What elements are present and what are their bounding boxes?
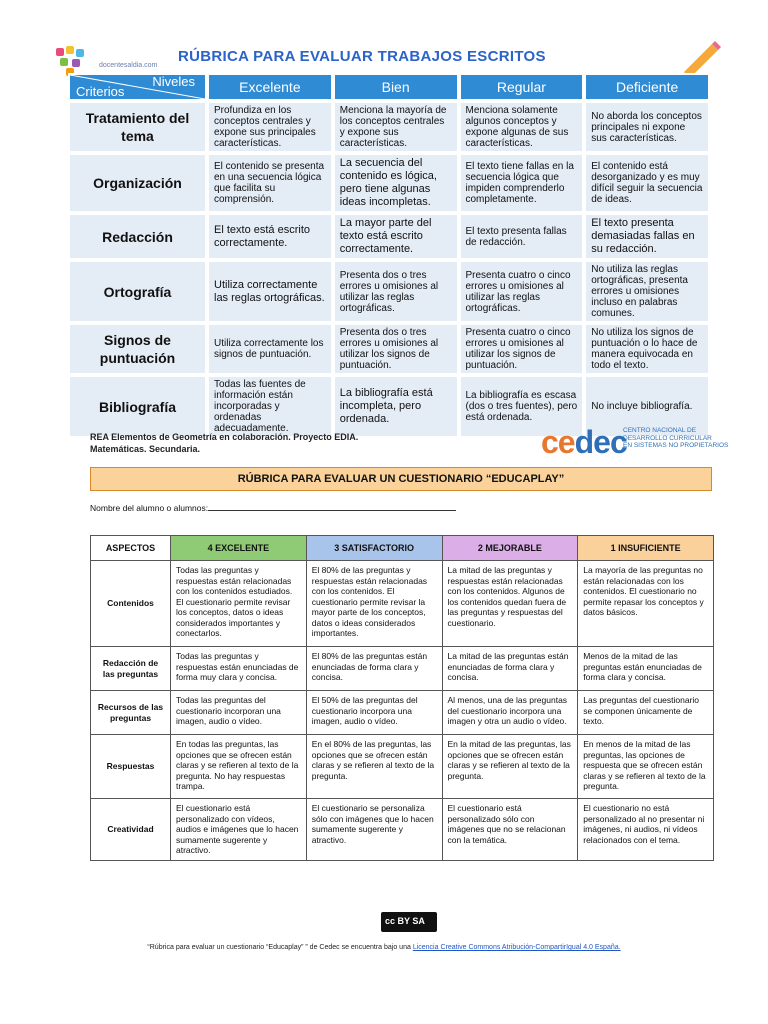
license-text: “Rúbrica para evaluar un cuestionario “Educaplay” ” de Cedec se encuentra bajo una (147, 944, 413, 951)
cedec-subtitle (623, 427, 728, 450)
criterion-label: Signos de puntuación (68, 323, 207, 375)
rubric-cell: El texto presenta demasiadas fallas en su redacción. (584, 213, 710, 260)
quiz-rubric-title: RÚBRICA PARA EVALUAR UN CUESTIONARIO “EDUCAPLAY” (90, 467, 712, 491)
quiz-rubric-cell: En menos de la mitad de las preguntas, las opciones de respuesta que se ofrecen están claras y se refieren al texto de la pregunta. (578, 735, 714, 799)
quiz-rubric-cell: Todas las preguntas y respuestas están enunciadas de forma muy clara y concisa. (171, 647, 307, 691)
quiz-rubric-cell: Menos de la mitad de las preguntas están enunciadas de forma clara y concisa. (578, 647, 714, 691)
quiz-rubric-cell: La mayoría de las preguntas no están relacionadas con los contenidos. El cuestionario no permite repasar los conceptos y datos básicos. (578, 561, 714, 647)
aspect-label: Contenidos (91, 561, 171, 647)
license-link[interactable]: Licencia Creative Commons Atribución-CompartirIgual 4.0 España. (412, 944, 621, 951)
quiz-rubric-cell: El cuestionario no está personalizado al no presentar ni imágenes, ni audios, ni vídeos relacionados con el tema. (578, 799, 714, 861)
quiz-rubric-cell: El 80% de las preguntas y respuestas están relacionadas con los contenidos. El cuestionario permite revisar la mayor parte de los conceptos, datos o ideas considerados importantes. (306, 561, 442, 647)
rubric-cell: No aborda los conceptos principales ni expone sus características. (584, 101, 710, 153)
student-name-field (90, 502, 456, 513)
criteria-label: Criterios (76, 84, 125, 99)
rubric-row (68, 260, 710, 323)
rubric-cell: El contenido está desorganizado y es muy difícil seguir la secuencia de ideas. (584, 153, 710, 213)
rubric-cell: El texto está escrito correctamente. (207, 213, 333, 260)
rubric-cell: El contenido se presenta en una secuencia lógica que facilita su comprensión. (207, 153, 333, 213)
level-header-improvable: 2 MEJORABLE (442, 536, 578, 561)
criterion-label: Bibliografía (68, 375, 207, 438)
level-header: Bien (333, 73, 459, 101)
quiz-rubric-cell: Todas las preguntas del cuestionario incorporan una imagen, audio o vídeo. (171, 691, 307, 735)
cedec-logo: cedec (541, 424, 627, 460)
student-name-label: Nombre del alumno o alumnos: (90, 503, 209, 513)
quiz-rubric-cell: Al menos, una de las preguntas del cuestionario incorpora una imagen y otra un audio o vídeo. (442, 691, 578, 735)
quiz-rubric-cell: El cuestionario está personalizado sólo con imágenes que no se relacionan con la temática. (442, 799, 578, 861)
quiz-rubric-row (91, 799, 714, 861)
quiz-rubric-row (91, 735, 714, 799)
rea-header (90, 431, 358, 455)
quiz-rubric-cell: En todas las preguntas, las opciones que se ofrecen están claras y se refieren al texto de la pregunta. No hay respuestas trampa. (171, 735, 307, 799)
student-name-line (208, 502, 456, 511)
criterion-label: Redacción (68, 213, 207, 260)
rubric-cell: Profundiza en los conceptos centrales y expone sus principales características. (207, 101, 333, 153)
aspects-header: ASPECTOS (91, 536, 171, 561)
quiz-rubric-cell: La mitad de las preguntas están enunciadas de forma clara y concisa. (442, 647, 578, 691)
criterion-label: Organización (68, 153, 207, 213)
quiz-rubric-cell: El cuestionario está personalizado con vídeos, audios e imágenes que lo hacen sumamente sugerente y atractivo. (171, 799, 307, 861)
logo-text: docentesaldia.com (99, 62, 158, 69)
cedec-sub-line: DESARROLLO CURRICULAR (623, 434, 712, 442)
writing-rubric-table (68, 73, 710, 438)
quiz-rubric-cell: En el 80% de las preguntas, las opciones que se ofrecen están claras y se refieren al texto de la pregunta. (306, 735, 442, 799)
rubric-cell: Presenta cuatro o cinco errores u omisiones al utilizar los signos de puntuación. (459, 323, 585, 375)
level-header-satisfactory: 3 SATISFACTORIO (306, 536, 442, 561)
level-header-insufficient: 1 INSUFICIENTE (578, 536, 714, 561)
rubric-cell: No utiliza las reglas ortográficas, presenta errores u omisiones incluso en palabras comunes. (584, 260, 710, 323)
quiz-rubric-cell: La mitad de las preguntas y respuestas están relacionadas con los contenidos. Algunos de los contenidos quedan fuera de las preguntas y respuestas del cuestionario. (442, 561, 578, 647)
quiz-rubric-cell: Todas las preguntas y respuestas están relacionadas con los contenidos estudiados. El cuestionario permite revisar los conceptos, datos o ideas considerados importantes y conectarlos. (171, 561, 307, 647)
rubric-row (68, 153, 710, 213)
aspect-label: Creatividad (91, 799, 171, 861)
rubric-cell: El texto presenta fallas de redacción. (459, 213, 585, 260)
rubric-cell: Presenta dos o tres errores u omisiones al utilizar los signos de puntuación. (333, 323, 459, 375)
rubric-row (68, 323, 710, 375)
rubric-cell: No utiliza los signos de puntuación o lo hace de manera equivocada en todo el texto. (584, 323, 710, 375)
rubric-row (68, 101, 710, 153)
level-header-excellent: 4 EXCELENTE (171, 536, 307, 561)
rubric-cell: Presenta dos o tres errores u omisiones al utilizar las reglas ortográficas. (333, 260, 459, 323)
levels-label: Niveles (152, 74, 195, 89)
rubric-cell: Menciona solamente algunos conceptos y expone algunas de sus características. (459, 101, 585, 153)
aspect-label: Respuestas (91, 735, 171, 799)
rubric-cell: Utiliza correctamente las reglas ortográficas. (207, 260, 333, 323)
rubric-cell: La bibliografía está incompleta, pero ordenada. (333, 375, 459, 438)
rubric-cell: La mayor parte del texto está escrito correctamente. (333, 213, 459, 260)
quiz-rubric-cell: El cuestionario se personaliza sólo con imágenes que lo hacen sumamente sugerente y atractivo. (306, 799, 442, 861)
cc-badge-text: cc BY SA (385, 916, 425, 926)
rubric-cell: Todas las fuentes de información están incorporadas y ordenadas adecuadamente. (207, 375, 333, 438)
quiz-rubric-row (91, 561, 714, 647)
quiz-rubric-cell: El 80% de las preguntas están enunciadas de forma clara y concisa. (306, 647, 442, 691)
aspect-label: Redacción de las preguntas (91, 647, 171, 691)
quiz-rubric-row (91, 691, 714, 735)
quiz-rubric-cell: En la mitad de las preguntas, las opciones que se ofrecen están claras y se refieren al texto de la pregunta. (442, 735, 578, 799)
quiz-rubric-table (90, 535, 714, 861)
rubric-cell: El texto tiene fallas en la secuencia lógica que impiden comprenderlo completamente. (459, 153, 585, 213)
license-notice (0, 944, 768, 951)
cedec-sub-line: EN SISTEMAS NO PROPIETARIOS (623, 442, 729, 449)
level-header: Regular (459, 73, 585, 101)
level-header: Excelente (207, 73, 333, 101)
rea-line: Matemáticas. Secundaria. (90, 444, 201, 454)
rubric-cell: Utiliza correctamente los signos de puntuación. (207, 323, 333, 375)
quiz-rubric-cell: Las preguntas del cuestionario se componen únicamente de texto. (578, 691, 714, 735)
rubric-cell: La bibliografía es escasa (dos o tres fuentes), pero está ordenada. (459, 375, 585, 438)
level-header: Deficiente (584, 73, 710, 101)
quiz-rubric-row (91, 647, 714, 691)
rubric-cell: Menciona la mayoría de los conceptos centrales y expone sus características. (333, 101, 459, 153)
page-title: RÚBRICA PARA EVALUAR TRABAJOS ESCRITOS (178, 48, 546, 65)
cedec-sub-line: CENTRO NACIONAL DE (623, 427, 697, 434)
rubric-cell: La secuencia del contenido es lógica, pero tiene algunas ideas incompletas. (333, 153, 459, 213)
quiz-rubric-cell: El 50% de las preguntas del cuestionario incorpora una imagen, audio o vídeo. (306, 691, 442, 735)
criterion-label: Tratamiento del tema (68, 101, 207, 153)
criterion-label: Ortografía (68, 260, 207, 323)
rubric-cell: No incluye bibliografía. (584, 375, 710, 438)
rubric-corner-header (68, 73, 207, 101)
rubric-row (68, 213, 710, 260)
rubric-cell: Presenta cuatro o cinco errores u omisiones al utilizar las reglas ortográficas. (459, 260, 585, 323)
aspect-label: Recursos de las preguntas (91, 691, 171, 735)
creative-commons-badge (381, 912, 437, 932)
rea-line: REA Elementos de Geometría en colaboración. Proyecto EDIA. (90, 432, 359, 442)
